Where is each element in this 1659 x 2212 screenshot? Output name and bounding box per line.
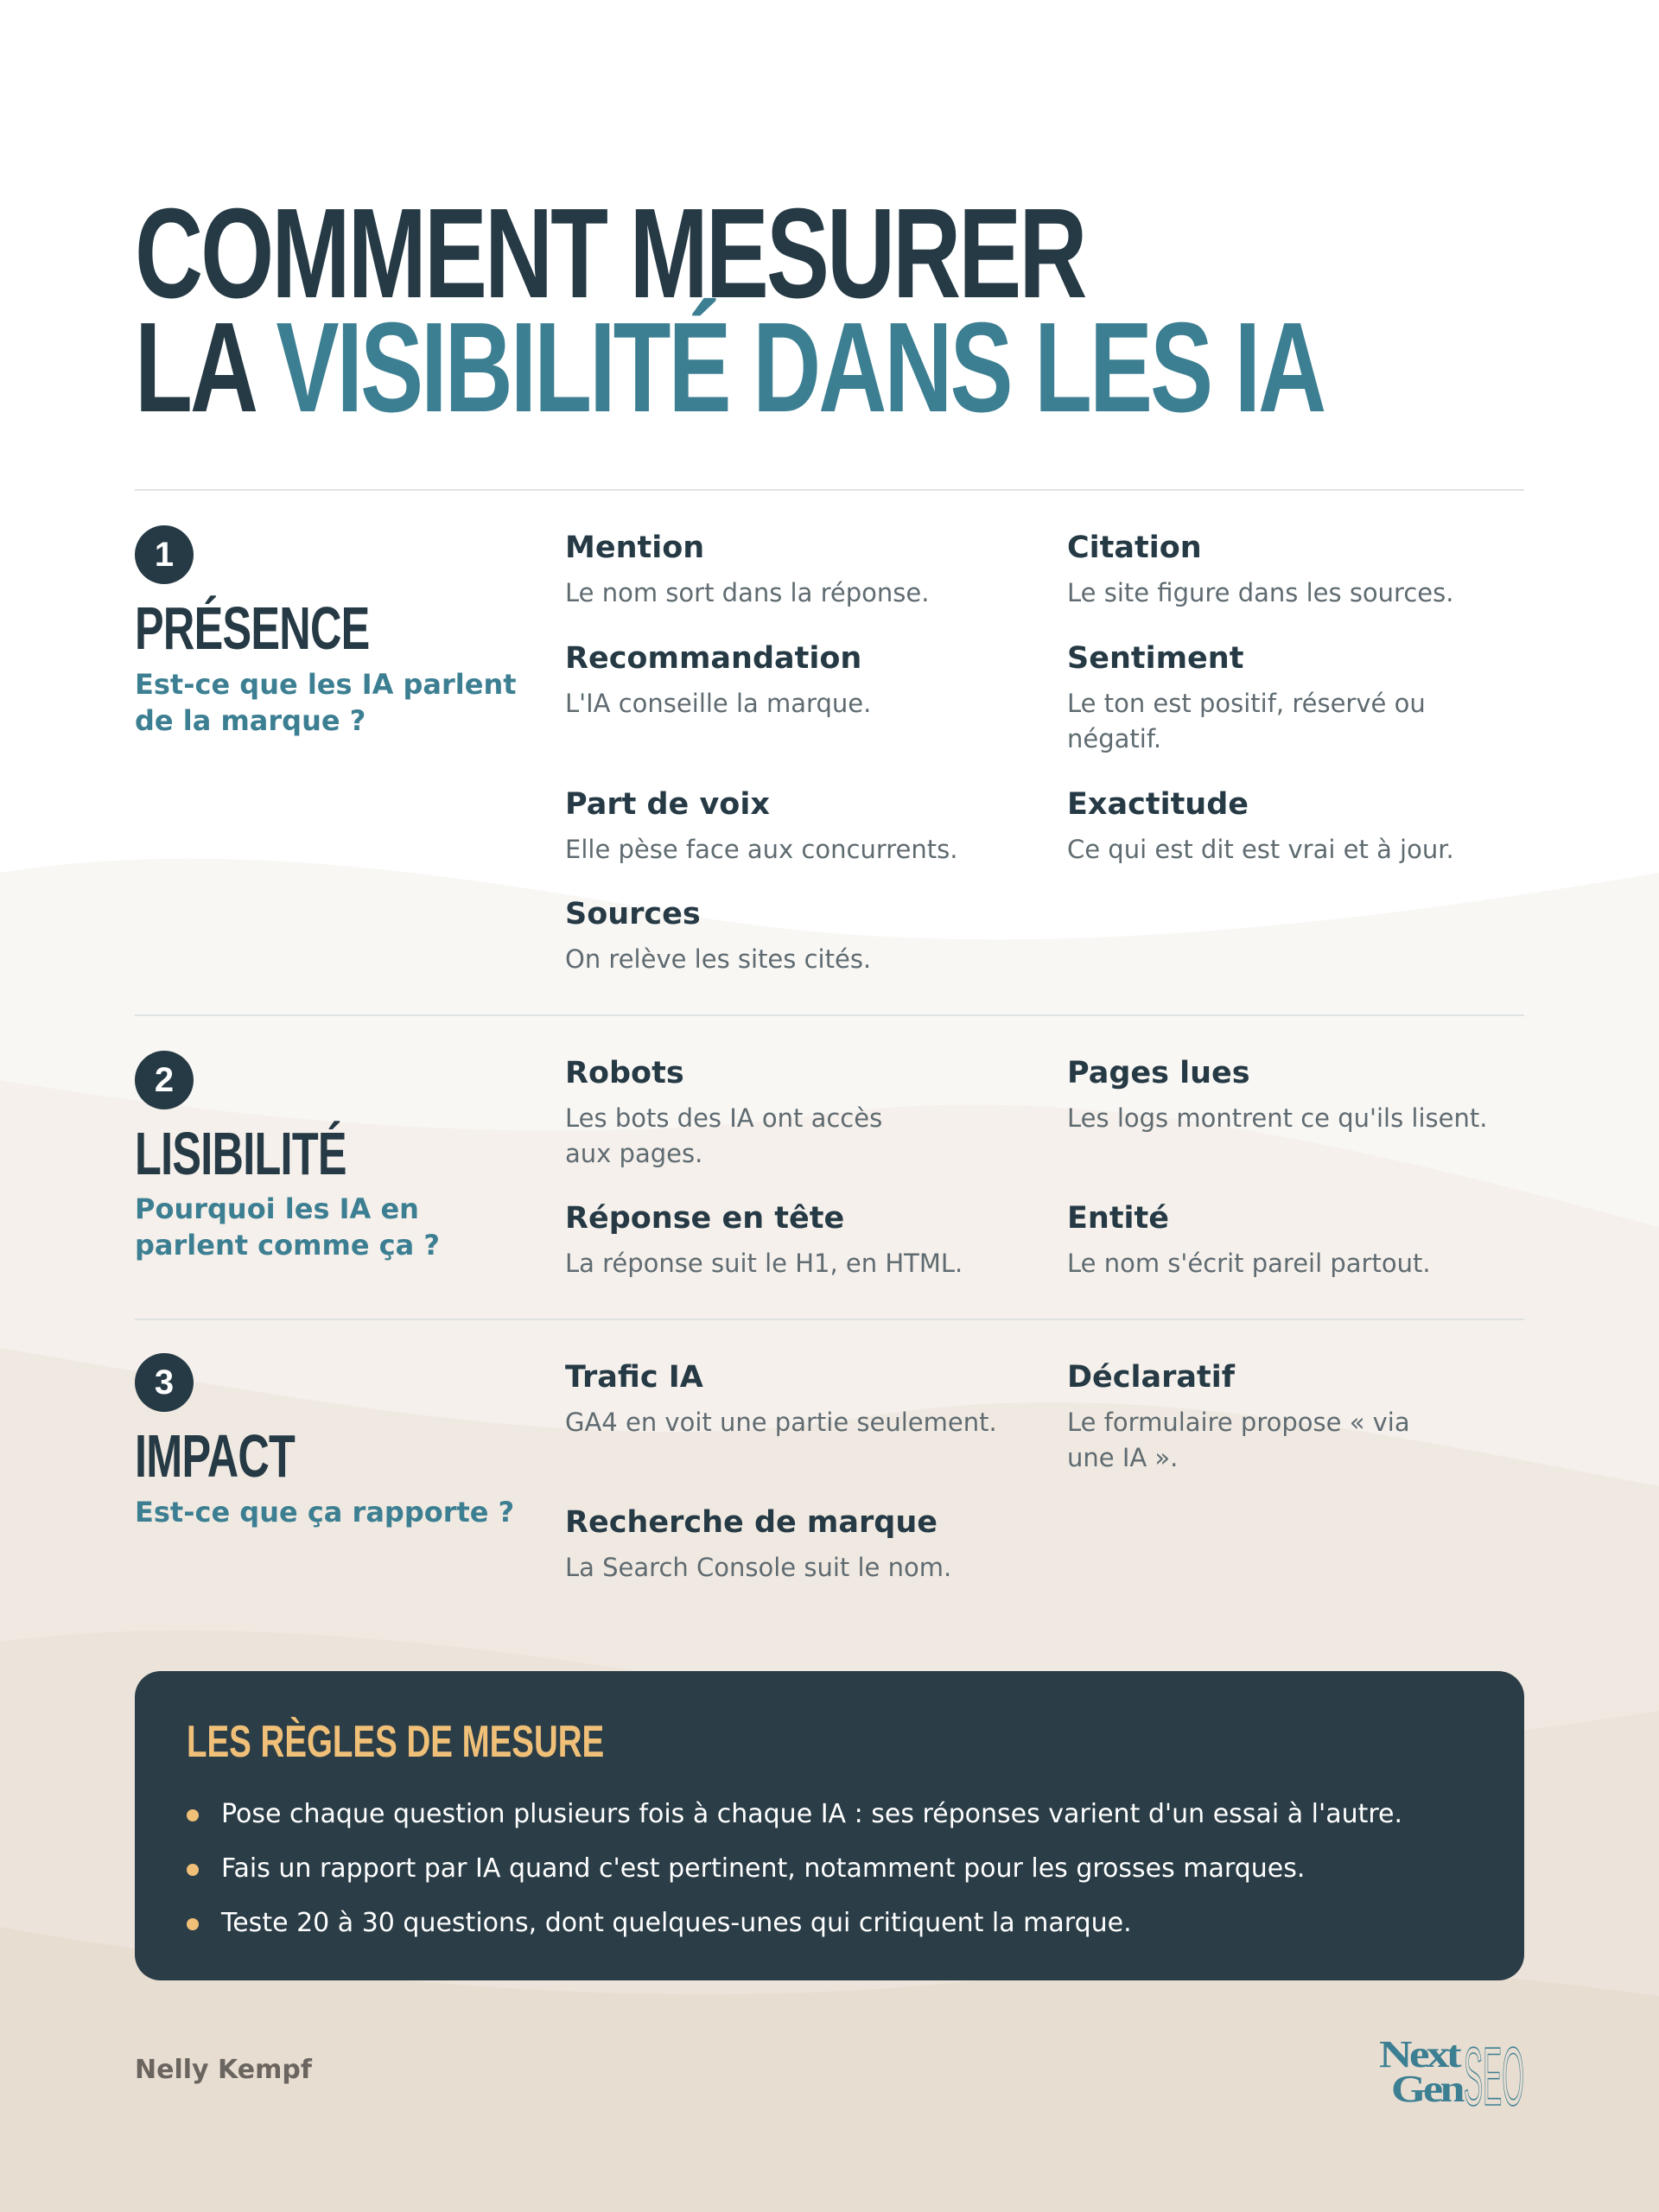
metric-description: Le nom sort dans la réponse. <box>565 578 930 607</box>
rule-text: Pose chaque question plusieurs fois à chaque IA : ses réponses varient d'un essai à l'autre. <box>221 1799 1403 1829</box>
rule-item <box>187 1787 1402 1841</box>
rule-item <box>187 1841 1402 1896</box>
metric-description: La réponse suit le H1, en HTML. <box>565 1249 963 1278</box>
metric-description: GA4 en voit une partie seulement. <box>565 1408 997 1437</box>
logo-text-gen: Gen <box>1391 2068 1465 2110</box>
metric-description: La Search Console suit le nom. <box>565 1553 952 1582</box>
divider <box>135 1014 1524 1016</box>
section-number-badge: 1 <box>135 525 194 584</box>
metric-item <box>565 1358 1032 1440</box>
metric-description: Le site figure dans les sources. <box>1067 578 1454 607</box>
divider <box>135 489 1524 491</box>
rule-text: Teste 20 à 30 questions, dont quelques-unes qui critiquent la marque. <box>221 1908 1132 1938</box>
metric-title: Recommandation <box>565 641 862 676</box>
page-title <box>135 182 1325 439</box>
metric-item <box>565 529 1032 611</box>
metric-item <box>1067 785 1534 868</box>
logo-text-seo: SEO <box>1464 2031 1524 2123</box>
section-question: Est-ce que ça rapporte ? <box>135 1496 515 1529</box>
section-number-badge: 2 <box>135 1051 194 1109</box>
divider <box>135 1319 1524 1320</box>
metric-title: Sources <box>565 897 701 931</box>
metric-item <box>1067 1054 1534 1136</box>
section-title: LISIBILITÉ <box>135 1120 346 1187</box>
metric-item <box>1067 529 1534 611</box>
metric-title: Mention <box>565 531 705 565</box>
metric-title: Entité <box>1067 1201 1170 1236</box>
metric-title: Recherche de marque <box>565 1505 938 1540</box>
metric-description: Les logs montrent ce qu'ils lisent. <box>1067 1103 1488 1133</box>
metric-title: Part de voix <box>565 787 770 822</box>
author-name: Nelly Kempf <box>135 2055 312 2085</box>
rules-list <box>187 1787 1402 1950</box>
title-line-2-plain: LA <box>135 296 276 439</box>
metric-description: On relève les sites cités. <box>565 944 872 974</box>
metric-description: Le formulaire propose « via une IA ». <box>1067 1408 1410 1472</box>
metric-description: Ce qui est dit est vrai et à jour. <box>1067 835 1454 864</box>
rule-text: Fais un rapport par IA quand c'est pertinent, notamment pour les grosses marques. <box>221 1853 1306 1884</box>
title-line-2-accent: VISIBILITÉ DANS LES IA <box>276 296 1325 439</box>
metric-title: Pages lues <box>1067 1056 1250 1090</box>
metric-title: Trafic IA <box>565 1360 703 1395</box>
title-line-1: COMMENT MESURER <box>135 182 1085 325</box>
bullet-dot-icon <box>187 1809 199 1821</box>
metric-item <box>1067 639 1430 757</box>
metric-title: Déclaratif <box>1067 1360 1235 1395</box>
metric-item <box>565 639 1032 721</box>
section-title: IMPACT <box>135 1422 296 1490</box>
bullet-dot-icon <box>187 1864 199 1876</box>
metric-description: Elle pèse face aux concurrents. <box>565 835 958 864</box>
metric-title: Citation <box>1067 531 1202 565</box>
metric-item <box>565 1503 1032 1586</box>
bullet-dot-icon <box>187 1918 199 1930</box>
metric-item <box>565 895 1032 977</box>
metric-description: Les bots des IA ont accès aux pages. <box>565 1103 883 1168</box>
metric-description: L'IA conseille la marque. <box>565 689 872 718</box>
metric-item <box>1067 1358 1447 1476</box>
section-title: PRÉSENCE <box>135 594 370 662</box>
metric-title: Sentiment <box>1067 641 1244 676</box>
metric-title: Robots <box>565 1056 684 1090</box>
metric-item <box>565 1054 928 1172</box>
metric-description: Le nom s'écrit pareil partout. <box>1067 1249 1431 1278</box>
rule-item <box>187 1896 1402 1950</box>
metric-description: Le ton est positif, réservé ou négatif. <box>1067 689 1426 753</box>
section-number-badge: 3 <box>135 1353 194 1412</box>
metric-item <box>1067 1199 1534 1281</box>
rules-title: LES RÈGLES DE MESURE <box>187 1717 605 1767</box>
section-question: Pourquoi les IA en parlent comme ça ? <box>135 1192 440 1262</box>
section-question: Est-ce que les IA parlent de la marque ? <box>135 668 517 737</box>
metric-item <box>565 785 1032 868</box>
metric-title: Réponse en tête <box>565 1201 845 1236</box>
metric-title: Exactitude <box>1067 787 1249 822</box>
metric-item <box>565 1199 1032 1281</box>
rules-box <box>135 1671 1524 1980</box>
nextgen-seo-logo <box>1379 2031 1526 2123</box>
logo-text-next: Next <box>1379 2033 1463 2075</box>
